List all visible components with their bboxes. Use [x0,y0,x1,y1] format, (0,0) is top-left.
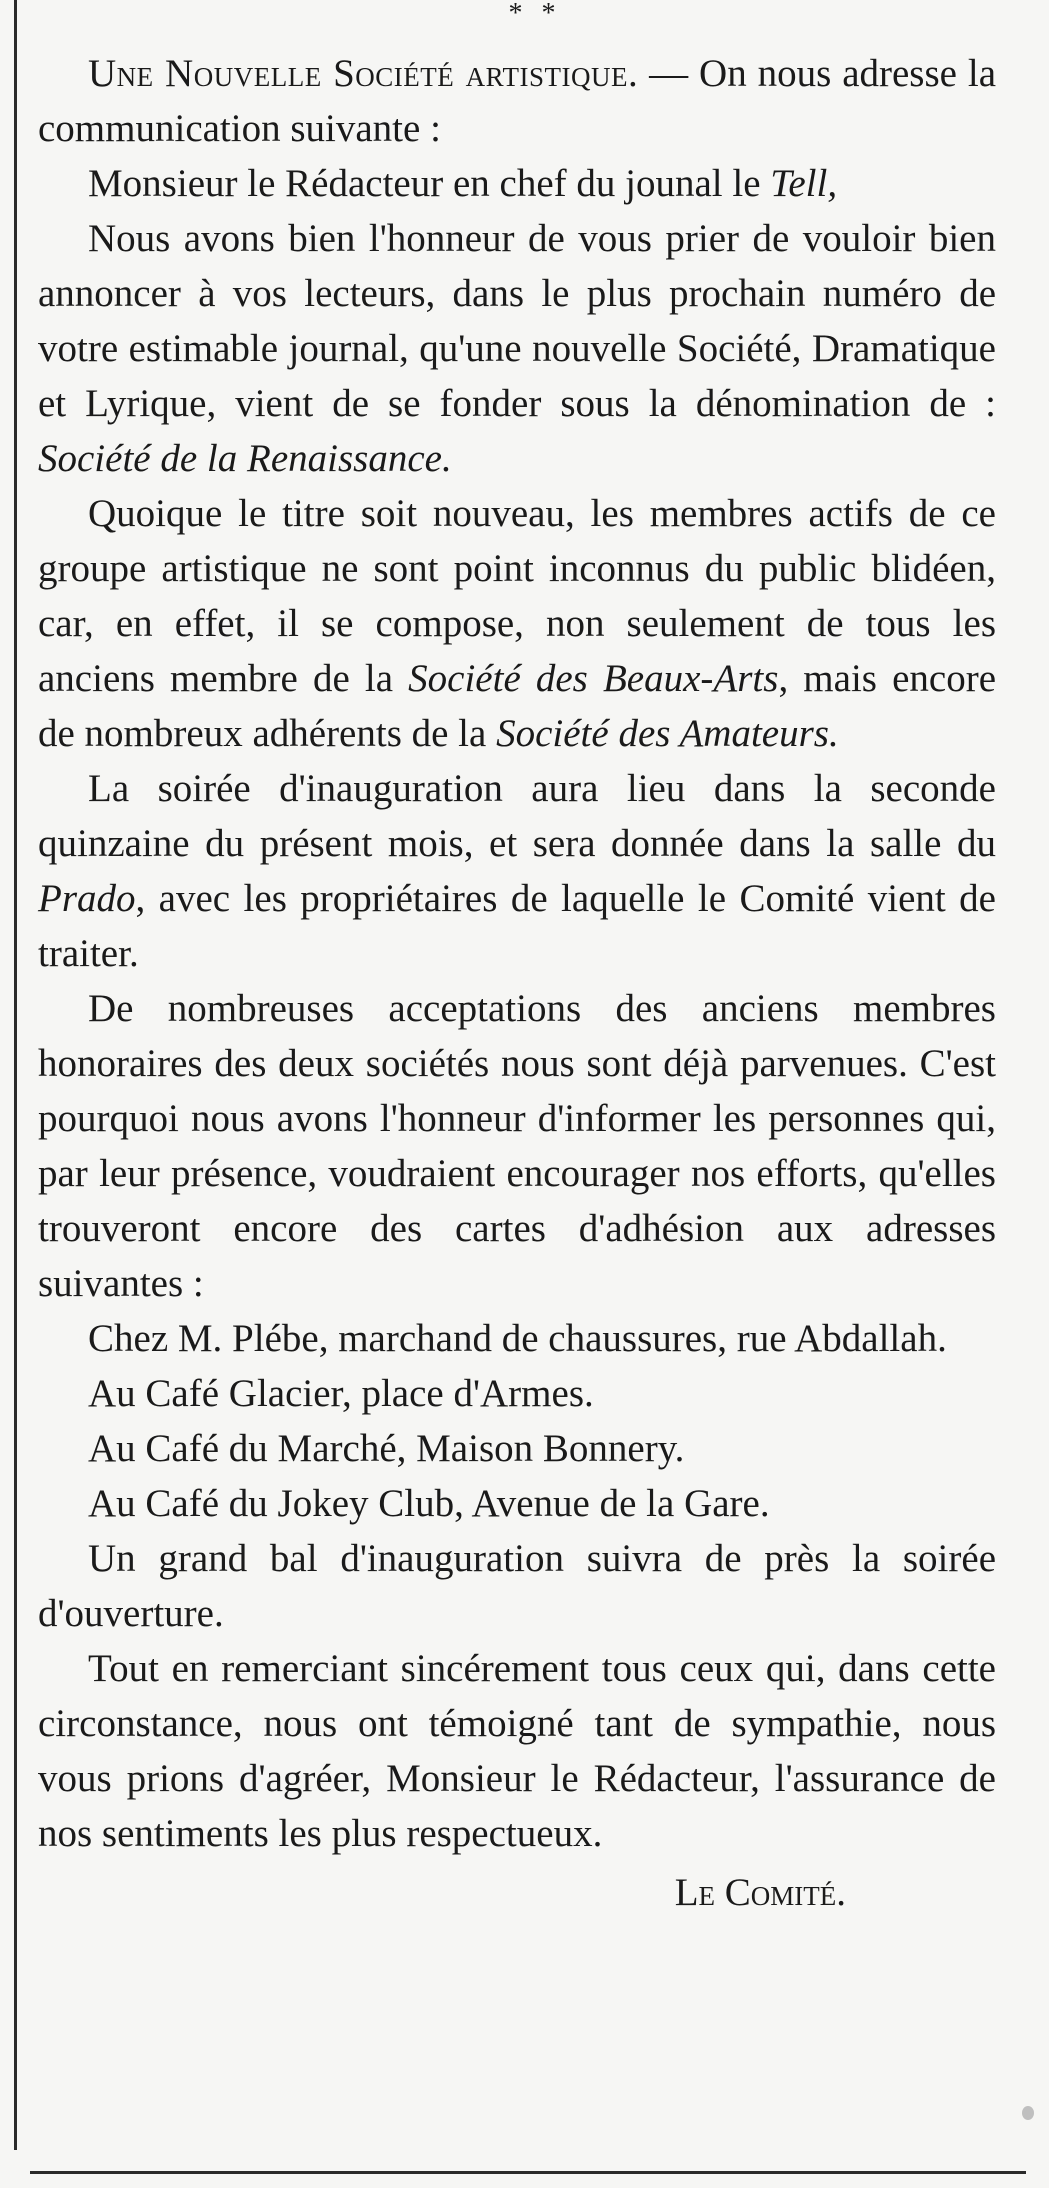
bottom-rule [30,2171,1026,2174]
address-item: Chez M. Plébe, marchand de chaussures, rue Abdallah. [88,1317,947,1360]
letter-paragraph-4: De nombreuses acceptations des anciens membres honoraires des deux sociétés nous sont déjà parvenues. C'est pourquoi nous avons l'honneur d'informer les personnes qui, par leur présence, voudraient encourager nos efforts, qu'elles trouveront encore des cartes d'adhésion aux adresses suivantes : [38,987,996,1305]
letter-signature: Le Comité. [674,1871,846,1914]
article-intro [38,46,996,156]
letter-paragraph-5: Un grand bal d'inauguration suivra de près la soirée d'ouverture. [38,1537,996,1635]
letter-paragraph-3 [38,761,996,981]
paper-speck [1022,2106,1034,2120]
letter-paragraph-1 [38,211,996,486]
article-column [38,46,996,1920]
letter-paragraph-2 [38,486,996,761]
address-item: Au Café du Jokey Club, Avenue de la Gare. [88,1482,770,1525]
letter-salutation [38,156,996,211]
article-headline: Une Nouvelle Société artistique. [88,52,639,95]
paragraph-3-text-b: , avec les propriétaires de laquelle le Comité vient de traiter. [38,877,996,975]
article-intro-text: — On nous adresse la communication suivante : [38,52,997,150]
paragraph-1-text: Nous avons bien l'honneur de vous prier de vouloir bien annoncer à vos lecteurs, dans le plus prochain numéro de votre estimable journal, qu'une nouvelle Société, Dramatique et Lyrique, vient de se fonder sous la dénomination de : [38,217,996,425]
society-amateurs: Société des Amateurs. [496,712,839,755]
address-item: Au Café du Marché, Maison Bonnery. [88,1427,685,1470]
society-name: Société de la Renaissance. [38,437,452,480]
journal-name: Tell, [770,162,838,205]
salutation-text: Monsieur le Rédacteur en chef du jounal le [88,162,771,205]
paragraph-2-text-a: Quoique le titre soit nouveau, les membres actifs de ce groupe artistique ne sont point inconnus du public blidéen, car, en effet, il se compose, non seulement de tous les anciens membre de la [38,492,996,700]
paragraph-2-text-b: , mais encore de nombreux adhérents de la [38,657,997,755]
society-beaux-arts: Société des Beaux-Arts [408,657,779,700]
column-left-rule [14,0,17,2150]
address-item: Au Café Glacier, place d'Armes. [88,1372,594,1415]
venue-name: Prado [38,877,136,920]
paragraph-3-text-a: La soirée d'inauguration aura lieu dans la seconde quinzaine du présent mois, et sera donnée dans la salle du [38,767,996,865]
section-ornament: * * [508,0,562,29]
letter-paragraph-6: Tout en remerciant sincérement tous ceux qui, dans cette circonstance, nous ont témoigné tant de sympathie, nous vous prions d'agréer, Monsieur le Rédacteur, l'assurance de nos sentiments les plus respectueux. [38,1647,996,1855]
